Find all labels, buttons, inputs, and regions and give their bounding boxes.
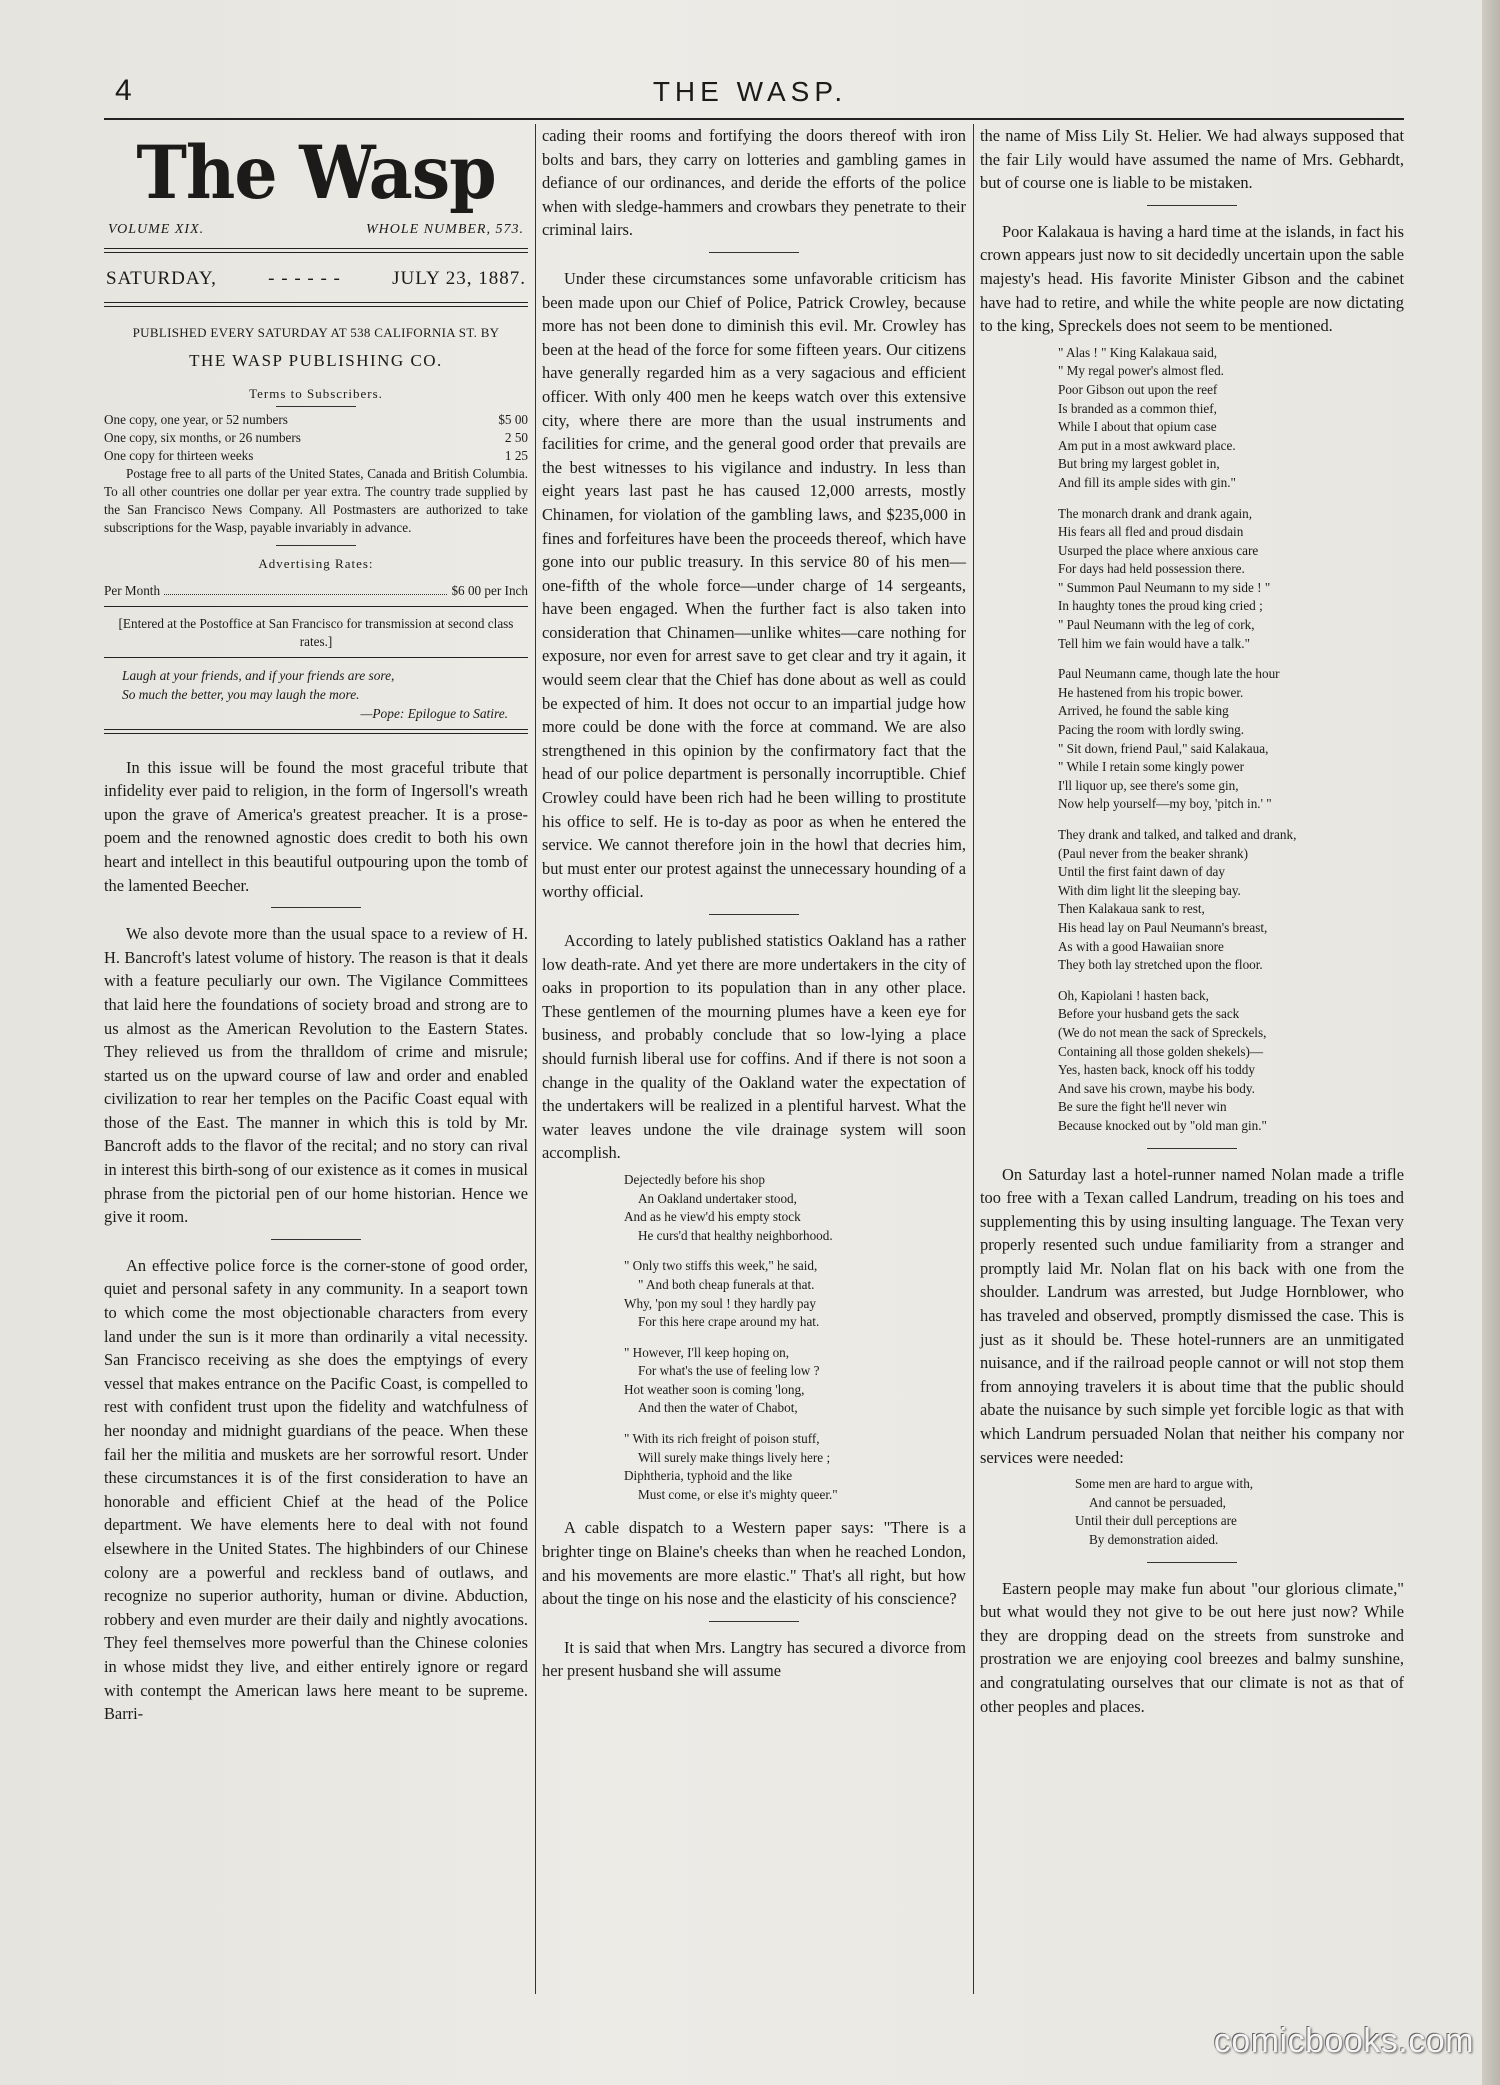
poem-line: Before your husband gets the sack	[1058, 1006, 1240, 1022]
poem-line: He hastened from his tropic bower.	[1058, 684, 1244, 700]
poem-line: Now help yourself—my boy, 'pitch in.' "	[1058, 796, 1272, 812]
paragraph-separator	[1147, 205, 1237, 206]
poem-line: Is branded as a common thief,	[1058, 400, 1217, 416]
poem-stanza	[624, 1430, 966, 1504]
poem-line: For what's the use of feeling low ?	[638, 1363, 820, 1379]
poem-line: In haughty tones the proud king cried ;	[1058, 598, 1263, 614]
poem-line: While I about that opium case	[1058, 419, 1217, 435]
editorial-paragraph: Eastern people may make fun about "our glorious climate," but what would they not give to be out here just now? While they are dropping dead on the streets from sunstroke and prostration we are enjoying cool breezes and balmy sunshine, and congratulating ourselves that our climate is not as that of other peoples and places.	[980, 1578, 1404, 1716]
poem-line: The monarch drank and drank again,	[1058, 505, 1253, 521]
poem-line: For days had held possession there.	[1058, 561, 1245, 577]
poem-line: " Summon Paul Neumann to my side ! "	[1058, 579, 1271, 595]
date-line	[104, 259, 528, 297]
paragraph-separator	[271, 1239, 361, 1240]
poem-line: Oh, Kapiolani ! hasten back,	[1058, 987, 1209, 1003]
poem-line: Paul Neumann came, though late the hour	[1058, 666, 1280, 682]
poem-line: Dejectedly before his shop	[624, 1171, 765, 1187]
editorial-paragraph: An effective police force is the corner-stone of good order, quiet and personal safety in any community. In a seaport town to which come the most objectionable characters from every land under the sun is it more than ordinarily a vital necessity. San Francisco receiving as she does the emptyings of every vessel that makes entrance on the Pacific Coast, is compelled to rest with confident trust upon the fidelity and watchfulness of her noonday and midnight guardians of the peace. When these fail her the militia and muskets are her sorrowful resort. Under these circumstances it is of the first consideration to have an honorable and efficient Chief at the head of the Police department. We have elements here to deal with not found elsewhere in the United States. The highbinders of our Chinese colony are a powerful and reckless band of outlaws, and recognize no superior authority, human or divine. Abduction, robbery and even murder are their daily and nightly avocations. They feel themselves more powerful than the Chinese colonies in whose midst they live, and either entirely ignore or regard with contempt the American laws here meant to be supreme. Barri-	[104, 1255, 528, 1724]
poem-line: They drank and talked, and talked and drank,	[1058, 827, 1297, 842]
terms-heading: Terms to Subscribers.	[249, 386, 383, 402]
poem-line: (We do not mean the sack of Spreckels,	[1058, 1024, 1267, 1040]
date-rule	[104, 302, 528, 307]
epigraph-rule	[104, 657, 528, 658]
kalakaua-poem	[1058, 344, 1404, 1136]
poem-line: And save his crown, maybe his body.	[1058, 1080, 1255, 1096]
editorial-paragraph: Under these circumstances some unfavorable criticism has been made upon our Chief of Police, Patrick Crowley, because more has not been done to diminish this evil. Mr. Crowley has been at the head of the force for some fifteen years. Our citizens have generally regarded him as a very sagacious and efficient officer. With only 400 men he keeps watch over this extensive city, where there are more than the usual instruments and facilities for crime, and the general good order that prevails are the best witnesses to his vigilance and industry. In less than eight years last past he has caused 12,000 arrests, mostly Chinamen, for violation of the gambling laws, and $235,000 in fines and forfeitures have been the proceeds thereof, which have gone into our public treasury. In this service 80 of his men—one-fifth of the whole force—under charge of 14 sergeants, have been engaged. When the further fact is also taken into consideration that Chinamen—unlike whites—care nothing for exposure, nor even for arrest save to get clear and try it again, it would seem clear that the Chief has done about as well as could be expected of him. It does not occur to an impartial judge how more could be done with the force at command. We are also strengthened in this opinion by the confirmatory fact that the head of our police department is personally incorruptible. Chief Crowley could have been rich had he been willing to prostitute his office to self. He is to-day as poor as when he entered the service. We cannot therefore join in the howl that decries him, but must enter our protest against the unnecessary hounding of a worthy official.	[542, 268, 966, 902]
editorial-paragraph: In this issue will be found the most graceful tribute that infidelity ever paid to religion, in the form of Ingersoll's wreath upon the grave of America's greatest preacher. It is a prose-poem and the renowned agnostic does credit to both his own heart and intellect in this beautiful outpouring upon the tomb of the lamented Beecher.	[104, 757, 528, 895]
argue-poem	[1075, 1475, 1404, 1549]
date-dashes: - - - - - -	[268, 267, 341, 289]
volume: VOLUME XIX.	[108, 222, 205, 237]
poem-stanza	[624, 1257, 966, 1331]
column-rule-1	[535, 124, 536, 1994]
editorial-paragraph: On Saturday last a hotel-runner named Nolan made a trifle too free with a Texan called Landrum, treading on his toes and supplementing this by using insulting language. The Texan very properly resented such undue familiarity from a stranger and promptly laid Mr. Nolan flat on his back with one from the shoulder. Landrum was arrested, but Judge Hornblower, who has traveled and observed, promptly dismissed the case. This is just as it should be. These hotel-runners are an unmitigated nuisance, and if the railroad people cannot or will not stop them from annoying travelers it is about time that the public should abate the nuisance by such simple yet forcible logic as that with which Landrum persuaded Nolan that neither his company nor services were needed:	[980, 1164, 1404, 1467]
poem-line: Pacing the room with lordly swing.	[1058, 722, 1245, 738]
poem-line: Must come, or else it's mighty queer."	[638, 1486, 838, 1502]
poem-stanza	[1058, 826, 1404, 975]
undertaker-poem	[624, 1171, 966, 1505]
poem-line: Then Kalakaua sank to rest,	[1058, 901, 1205, 917]
poem-line: Arrived, he found the sable king	[1058, 703, 1229, 719]
rate-price: $5 00	[498, 411, 528, 427]
paragraph-separator	[1147, 1148, 1237, 1149]
advertising-rate	[104, 582, 528, 600]
poem-line: For this here crape around my hat.	[638, 1314, 820, 1330]
poem-line: Tell him we fain would have a talk."	[1058, 635, 1250, 651]
volume-line	[104, 218, 528, 242]
poem-line: With dim light lit the sleeping bay.	[1058, 882, 1241, 898]
editorial-paragraph: the name of Miss Lily St. Helier. We had always supposed that the fair Lily would have assumed the name of Mrs. Gebhardt, but of course one is liable to be mistaken.	[980, 126, 1404, 193]
leader-dots	[164, 582, 447, 595]
poem-line: Yes, hasten back, knock off his toddy	[1058, 1062, 1255, 1078]
poem-line: " Sit down, friend Paul," said Kalakaua,	[1058, 740, 1269, 756]
rate-label: One copy for thirteen weeks	[104, 447, 254, 463]
epigraph-line: Laugh at your friends, and if your friends are sore,	[122, 667, 395, 683]
entered-notice: [Entered at the Postoffice at San Francisco for transmission at second class rates.]	[118, 615, 514, 649]
poem-line: Why, 'pon my soul ! they hardly pay	[624, 1295, 816, 1311]
paragraph-separator	[709, 252, 799, 253]
rate-price: 1 25	[504, 447, 528, 463]
poem-line: " Only two stiffs this week," he said,	[624, 1258, 818, 1274]
poem-line: Am put in a most awkward place.	[1058, 437, 1236, 453]
advertising-price: $6 00 per Inch	[451, 582, 528, 598]
editorial-rule	[104, 729, 528, 734]
postage-notice: Postage free to all parts of the United States, Canada and British Columbia. To all other countries one dollar per year extra. The country trade supplied by the San Francisco News Company. All Postmasters are authorized to take subscriptions for the Wasp, payable invariably in advance.	[104, 465, 528, 535]
entered-rule	[104, 606, 528, 607]
date-value: JULY 23, 1887.	[392, 267, 526, 289]
editorial-paragraph: A cable dispatch to a Western paper says: "There is a brighter tinge on Blaine's cheeks than when he reached London, and his movements are more elastic." That's all right, but how about the tinge on his nose and the elasticity of his conscience?	[542, 1518, 966, 1609]
poem-line: (Paul never from the beaker shrank)	[1058, 845, 1249, 861]
paragraph-separator	[709, 914, 799, 915]
poem-stanza	[1058, 505, 1404, 654]
poem-stanza	[1058, 665, 1404, 814]
poem-line: " Paul Neumann with the leg of cork,	[1058, 617, 1255, 633]
masthead-rule	[104, 248, 528, 253]
rate-row	[104, 411, 528, 429]
epigraph-attribution: —Pope: Epilogue to Satire.	[360, 705, 508, 721]
advertising-rule	[276, 545, 356, 546]
poem-line: And cannot be persuaded,	[1089, 1494, 1226, 1510]
poem-stanza	[1075, 1475, 1404, 1549]
running-title: THE WASP.	[652, 76, 848, 107]
poem-line: Usurped the place where anxious care	[1058, 542, 1259, 558]
page-number: 4	[115, 74, 133, 107]
epigraph-line: So much the better, you may laugh the more.	[122, 686, 360, 702]
poem-line: As with a good Hawaiian snore	[1058, 938, 1224, 954]
column-1	[104, 124, 528, 1726]
editorial-paragraph: According to lately published statistics Oakland has a rather low death-rate. And yet there are more undertakers in the city of oaks in proportion to its population than in any other place. These gentlemen of the mourning plumes have a keen eye for business, and probably conclude that so low-lying a place should furnish liberal use for coffins. And if there is not soon a change in the quality of the Oakland water the expectation of the undertakers will be realized in a plentiful harvest. What the water leaves undone the vile drainage system will soon accomplish.	[542, 931, 966, 1163]
editorial-paragraph: We also devote more than the usual space to a review of H. H. Bancroft's latest volume of history. The reason is that it deals with a feature peculiarly our own. The Vigilance Committees that laid here the foundations of society broad and strong are to us almost as the American Revolution to the Eastern States. They relieved us from the thralldom of crime and misrule; started us on the upward course of law and order and enabled civilization to rear her temples on the Pacific Coast equal with those of the East. The manner in which this is told by Mr. Bancroft adds to the flavor of the recital; and no story can rival in interest this birth-song of our existence as it comes in musical phrase from the pictorial pen of our home historian. Hence we give it room.	[104, 924, 528, 1227]
publication-line: PUBLISHED EVERY SATURDAY AT 538 CALIFORNIA ST. BY	[132, 325, 500, 341]
poem-line: His head lay on Paul Neumann's breast,	[1058, 919, 1268, 935]
poem-line: And fill its ample sides with gin."	[1058, 474, 1236, 490]
poem-line: An Oakland undertaker stood,	[638, 1190, 797, 1206]
epigraph	[122, 666, 528, 723]
poem-line: Diphtheria, typhoid and the like	[624, 1468, 793, 1484]
paragraph-separator	[1147, 1562, 1237, 1563]
poem-line: " With its rich freight of poison stuff,	[624, 1431, 820, 1447]
rate-row	[104, 429, 528, 447]
date-weekday: SATURDAY,	[106, 267, 217, 289]
poem-line: " However, I'll keep hoping on,	[624, 1344, 790, 1360]
poem-line: " My regal power's almost fled.	[1058, 363, 1224, 379]
column-3	[980, 124, 1404, 1718]
poem-line: And then the water of Chabot,	[638, 1400, 798, 1416]
poem-line: Some men are hard to argue with,	[1075, 1476, 1254, 1492]
page-spine	[1482, 0, 1500, 2085]
terms-rule	[276, 406, 356, 407]
poem-line: But bring my largest goblet in,	[1058, 456, 1220, 472]
editorial-paragraph: It is said that when Mrs. Langtry has secured a divorce from her present husband she will assume	[542, 1637, 966, 1681]
poem-stanza	[1058, 987, 1404, 1136]
rate-price: 2 50	[504, 429, 528, 445]
advertising-heading: Advertising Rates:	[258, 555, 374, 571]
poem-line: " And both cheap funerals at that.	[638, 1276, 815, 1292]
subscription-rates	[104, 411, 528, 465]
poem-line: They both lay stretched upon the floor.	[1058, 957, 1263, 973]
poem-line: Containing all those golden shekels)—	[1058, 1043, 1264, 1059]
column-rule-2	[973, 124, 974, 1994]
header-rule	[104, 118, 1404, 120]
poem-line: Poor Gibson out upon the reef	[1058, 381, 1218, 397]
editorial-paragraph: cading their rooms and fortifying the doors thereof with iron bolts and bars, they carry on lotteries and gambling games in defiance of our ordinances, and deride the efforts of the police when with sledge-hammers and crowbars they penetrate to their criminal lairs.	[542, 126, 966, 240]
masthead-title: The Wasp	[136, 129, 496, 217]
poem-line: His fears all fled and proud disdain	[1058, 524, 1244, 540]
poem-stanza	[1058, 344, 1404, 493]
poem-line: Until their dull perceptions are	[1075, 1513, 1237, 1529]
poem-line: He curs'd that healthy neighborhood.	[638, 1227, 833, 1243]
publisher-name: THE WASP PUBLISHING CO.	[189, 350, 443, 370]
poem-line: Be sure the fight he'll never win	[1058, 1099, 1227, 1115]
poem-line: Because knocked out by "old man gin."	[1058, 1117, 1267, 1133]
poem-stanza	[624, 1171, 966, 1245]
paragraph-separator	[709, 1621, 799, 1622]
poem-line: Until the first faint dawn of day	[1058, 864, 1226, 880]
rate-label: One copy, one year, or 52 numbers	[104, 411, 288, 427]
poem-line: Hot weather soon is coming 'long,	[624, 1381, 805, 1397]
site-watermark: comicbooks.com	[1213, 2022, 1474, 2060]
editorial-paragraph: Poor Kalakaua is having a hard time at the islands, in fact his crown appears just now to sit decidedly uncertain upon the sable majesty's head. His favorite Minister Gibson and the cabinet have had to retire, and while the white people are now dictating to the king, Spreckels does not seem to be mentioned.	[980, 221, 1404, 336]
poem-line: By demonstration aided.	[1089, 1532, 1219, 1547]
rate-row	[104, 447, 528, 465]
poem-line: " While I retain some kingly power	[1058, 759, 1245, 775]
paragraph-separator	[271, 907, 361, 908]
poem-line: " Alas ! " King Kalakaua said,	[1058, 344, 1218, 360]
column-2	[542, 124, 966, 1683]
poem-line: And as he view'd his empty stock	[624, 1209, 801, 1225]
poem-stanza	[624, 1344, 966, 1418]
advertising-label: Per Month	[104, 582, 161, 598]
poem-line: I'll liquor up, see there's some gin,	[1058, 777, 1239, 793]
whole-number: WHOLE NUMBER, 573.	[366, 222, 524, 237]
rate-label: One copy, six months, or 26 numbers	[104, 429, 301, 445]
poem-line: Will surely make things lively here ;	[638, 1449, 831, 1465]
